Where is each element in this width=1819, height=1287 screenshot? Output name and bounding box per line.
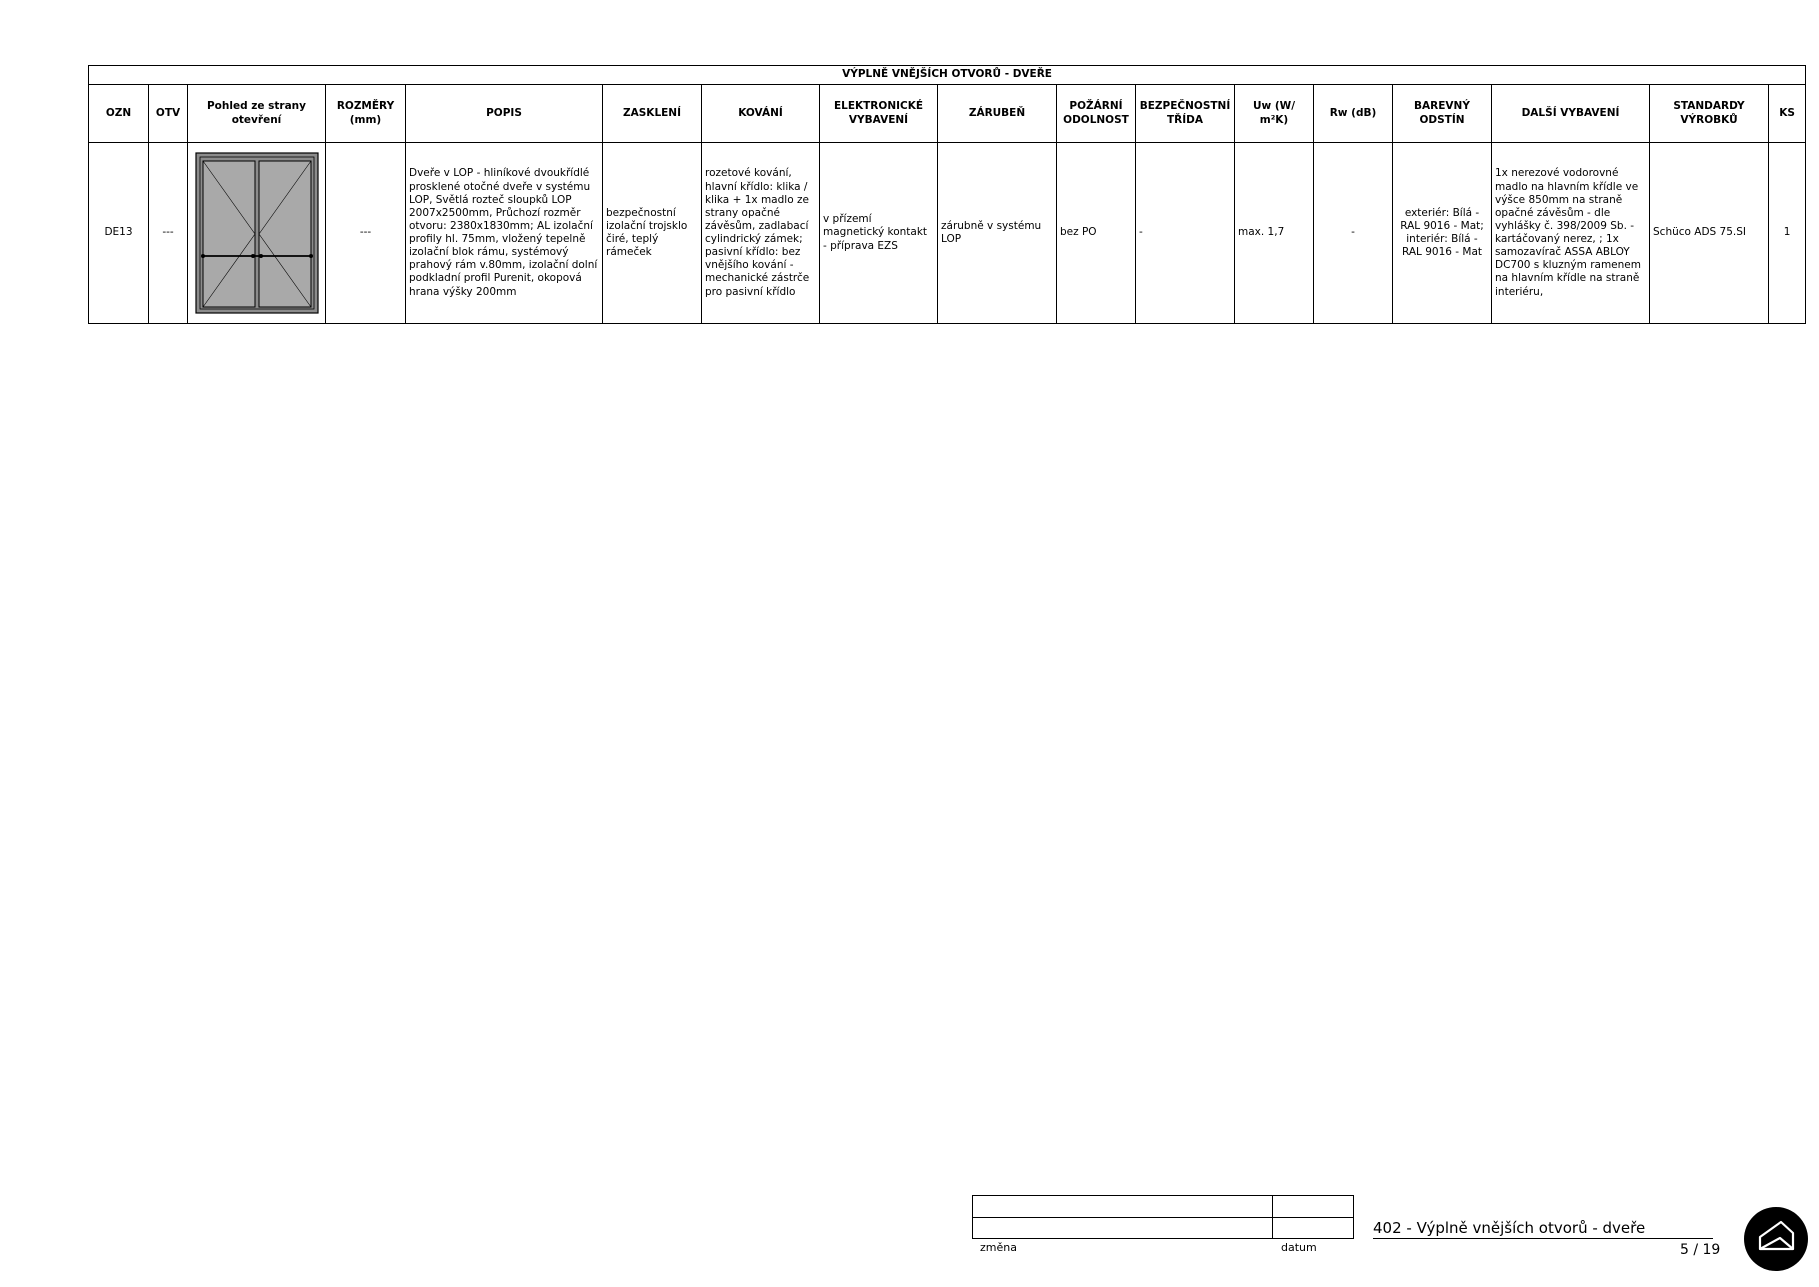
cell-description: Dveře v LOP - hliníkové dvoukřídlé prosklené otočné dveře v systému LOP, Světlá rozteč sloupků LOP 2007x2500mm, Průchozí rozměr otvoru: 2380x1830mm; AL izolační profily hl. 75mm, vložený tepelně izolační blok rámu, systémový prahový rám v.80mm, izolační dolní podkladní profil Purenit, okopová hrana výšky 200mm — [406, 143, 603, 324]
cell-security-class: - — [1136, 143, 1235, 324]
column-header-security-class: BEZPEČNOSTNÍ TŘÍDA — [1136, 85, 1235, 143]
drawing-title: 402 - Výplně vnějších otvorů - dveře — [1373, 1219, 1646, 1237]
cell-standards: Schüco ADS 75.SI — [1650, 143, 1769, 324]
column-header-otv: OTV — [149, 85, 188, 143]
change-label: změna — [980, 1241, 1017, 1254]
column-header-glazing: ZASKLENÍ — [603, 85, 702, 143]
house-logo-icon — [1743, 1206, 1809, 1272]
revision-date-cell — [1273, 1217, 1354, 1239]
column-header-hardware: KOVÁNÍ — [702, 85, 820, 143]
cell-glazing: bezpečnostní izolační trojsklo čiré, teplý rámeček — [603, 143, 702, 324]
cell-dimensions: --- — [326, 143, 406, 324]
cell-other-equipment: 1x nerezové vodorovné madlo na hlavním křídle ve výšce 850mm na straně opačné závěsům - dle vyhlášky č. 398/2009 Sb. - kartáčovaný nerez, ; 1x samozavírač ASSA ABLOY DC700 s kluzným ramenem na hlavním křídle na straně interiéru, — [1492, 143, 1650, 324]
column-header-uw: Uw (W/ m²K) — [1235, 85, 1314, 143]
column-header-description: POPIS — [406, 85, 603, 143]
double-door-elevation-drawing — [195, 152, 319, 314]
column-header-dimensions: ROZMĚRY (mm) — [326, 85, 406, 143]
column-header-electronics: ELEKTRONICKÉ VYBAVENÍ — [820, 85, 938, 143]
cell-ks: 1 — [1769, 143, 1806, 324]
cell-rw: - — [1314, 143, 1393, 324]
title-underline — [1373, 1238, 1713, 1239]
table-title: VÝPLNĚ VNĚJŠÍCH OTVORŮ - DVEŘE — [89, 66, 1806, 85]
column-header-ks: KS — [1769, 85, 1806, 143]
column-header-ozn: OZN — [89, 85, 149, 143]
column-header-rw: Rw (dB) — [1314, 85, 1393, 143]
revision-date-cell — [1273, 1196, 1354, 1218]
cell-door-view — [188, 143, 326, 324]
cell-hardware: rozetové kování, hlavní křídlo: klika / klika + 1x madlo ze strany opačné závěsům, zadlabací cylindrický zámek; pasivní křídlo: bez vnějšího kování - mechanické zástrče pro pasivní křídlo — [702, 143, 820, 324]
revision-table — [972, 1195, 1354, 1239]
column-header-other-equipment: DALŠÍ VYBAVENÍ — [1492, 85, 1650, 143]
table-row — [89, 143, 1806, 324]
cell-color: exteriér: Bílá - RAL 9016 - Mat; interiér: Bílá - RAL 9016 - Mat — [1393, 143, 1492, 324]
cell-ozn: DE13 — [89, 143, 149, 324]
page-number: 5 / 19 — [1680, 1242, 1721, 1258]
cell-uw: max. 1,7 — [1235, 143, 1314, 324]
cell-otv: --- — [149, 143, 188, 324]
cell-electronics: v přízemí magnetický kontakt - příprava EZS — [820, 143, 938, 324]
column-header-frame: ZÁRUBEŇ — [938, 85, 1057, 143]
column-header-standards: STANDARDY VÝROBKŮ — [1650, 85, 1769, 143]
revision-change-cell — [973, 1217, 1273, 1239]
column-header-color: BAREVNÝ ODSTÍN — [1393, 85, 1492, 143]
cell-frame: zárubně v systému LOP — [938, 143, 1057, 324]
column-header-fire-resistance: POŽÁRNÍ ODOLNOST — [1057, 85, 1136, 143]
date-label: datum — [1281, 1241, 1317, 1254]
column-header-view: Pohled ze strany otevření — [188, 85, 326, 143]
door-schedule-table — [88, 65, 1806, 324]
cell-fire-resistance: bez PO — [1057, 143, 1136, 324]
revision-change-cell — [973, 1196, 1273, 1218]
